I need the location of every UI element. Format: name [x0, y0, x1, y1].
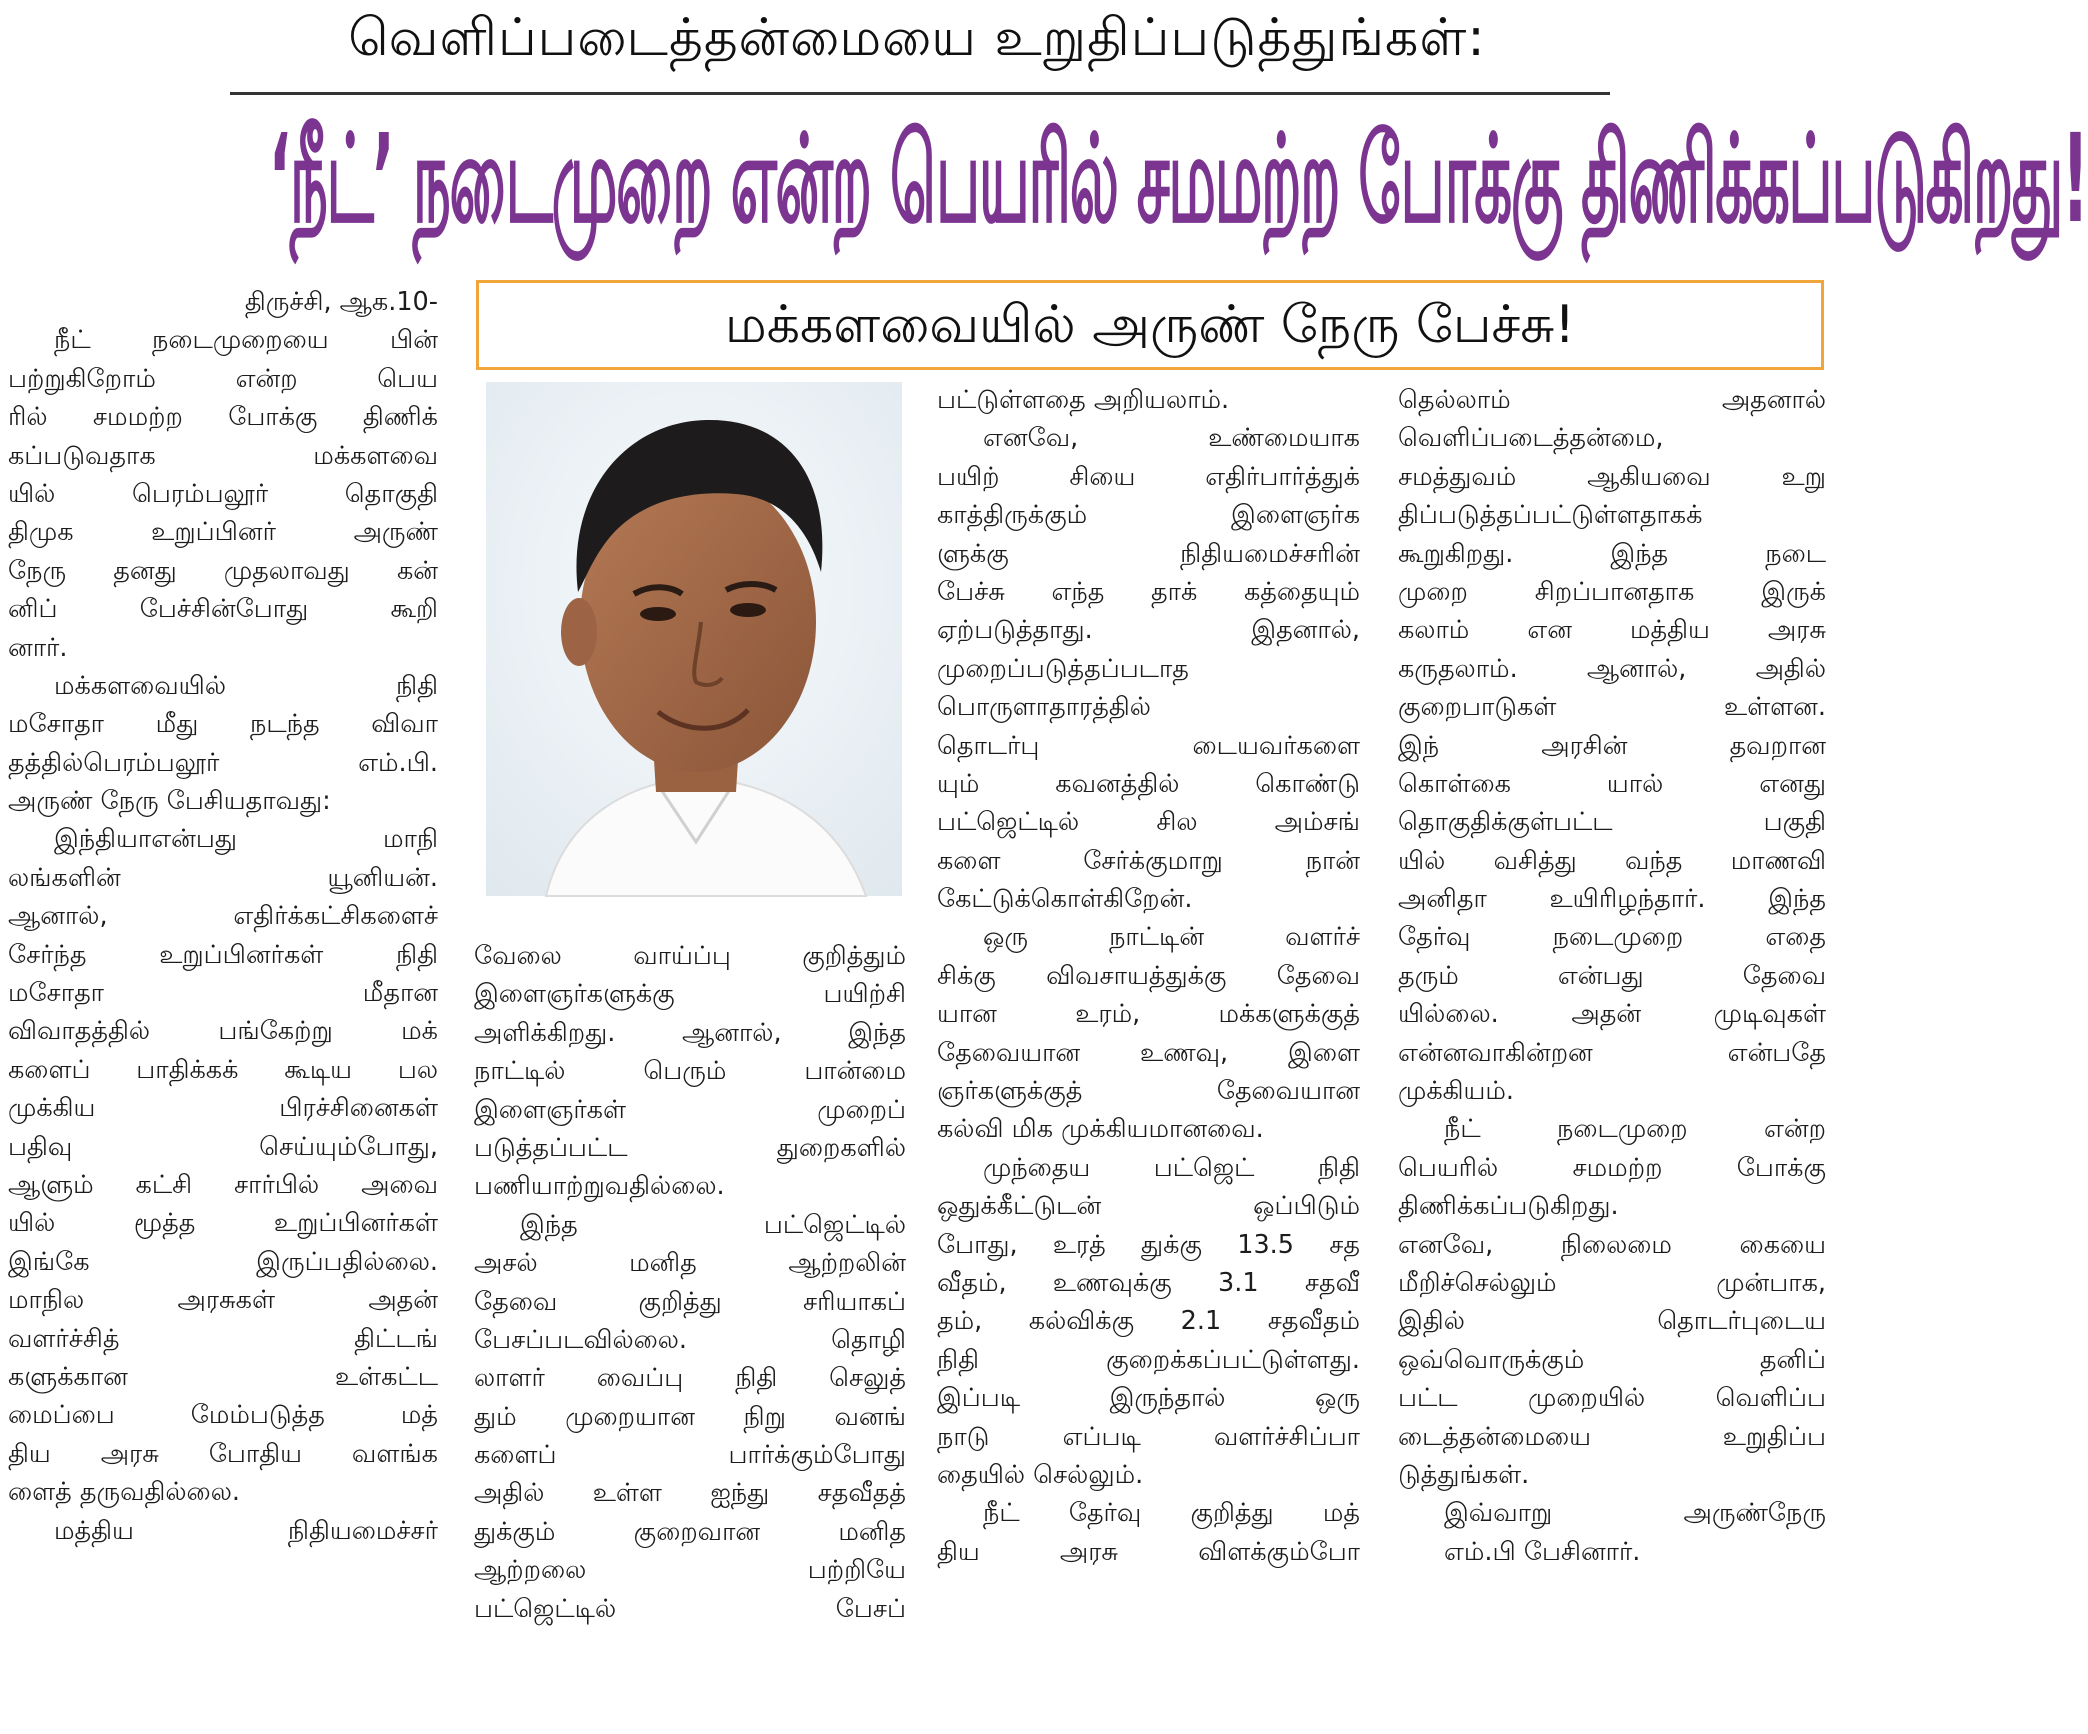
text-line: ளைத் தருவதில்லை. — [8, 1477, 240, 1508]
text-line: திப்படுத்தப்பட்டுள்ளதாகக் — [1398, 500, 1703, 531]
main-headline: ‘நீட்’ நடைமுறை என்ற பெயரில் சமமற்ற போக்கு திணிக்கப்படுகிறது! — [268, 108, 2088, 251]
text-line: குறைபாடுகள் உள்ளன. — [1398, 692, 1826, 723]
text-line: கல்வி மிக முக்கியமானவை. — [937, 1114, 1264, 1145]
text-line: இதில் தொடர்புடைய — [1398, 1306, 1826, 1337]
text-line: களைப் பாதிக்கக் கூடிய பல — [8, 1054, 438, 1085]
text-line: நீட் நடைமுறை என்ற — [1444, 1114, 1826, 1145]
text-line: நாட்டில் பெரும் பான்மை — [474, 1056, 906, 1087]
kicker-headline: வெளிப்படைத்தன்மையை உறுதிப்படுத்துங்கள்: — [348, 8, 1486, 68]
text-line: ரில் சமமற்ற போக்கு திணிக் — [8, 402, 438, 433]
text-line: ஆற்றலை பற்றியே — [474, 1555, 906, 1586]
text-line: பட்ட முறையில் வெளிப்ப — [1398, 1383, 1826, 1414]
text-line: வேலை வாய்ப்பு குறித்தும் — [474, 941, 906, 971]
text-line: பெயரில் சமமற்ற போக்கு — [1398, 1152, 1826, 1183]
text-line: திய அரசு விளக்கும்போ — [937, 1536, 1360, 1567]
text-line: விவாதத்தில் பங்கேற்று மக் — [8, 1016, 438, 1047]
text-line: ஒரு நாட்டின் வளர்ச் — [983, 922, 1360, 953]
text-line: ஒவ்வொருக்கும் தனிப் — [1398, 1344, 1826, 1375]
article-column-1 — [8, 283, 438, 1550]
article-column-2 — [474, 937, 906, 1628]
text-line: னிப் பேச்சின்போது கூறி — [8, 594, 438, 625]
text-line: முந்தைய பட்ஜெட் நிதி — [983, 1152, 1360, 1183]
text-line: பதிவு செய்யும்போது, — [8, 1131, 438, 1162]
text-line: எம்.பி பேசினார். — [1444, 1536, 1641, 1567]
text-line: யில் வசித்து வந்த மாணவி — [1398, 845, 1826, 876]
speaker-photo — [486, 382, 902, 896]
text-line: பேசப்படவில்லை. தொழி — [474, 1324, 906, 1355]
text-line: டைத்தன்மையை உறுதிப்ப — [1398, 1421, 1826, 1452]
text-line: இளைஞர்கள் முறைப் — [474, 1094, 906, 1125]
text-line: மத்திய நிதியமைச்சர் — [54, 1515, 438, 1546]
text-line: லாளர் வைப்பு நிதி செலுத் — [474, 1363, 906, 1394]
text-line: நாடு எப்படி வளர்ச்சிப்பா — [937, 1421, 1360, 1452]
text-line: மீறிச்செல்லும் முன்பாக, — [1398, 1267, 1826, 1298]
text-line: பயிற் சியை எதிர்பார்த்துக் — [937, 461, 1360, 492]
text-line: காத்திருக்கும் இளைஞர்க — [937, 500, 1360, 531]
text-line: ஆனால், எதிர்க்கட்சிகளைச் — [8, 901, 438, 932]
text-line: தொகுதிக்குள்பட்ட பகுதி — [1398, 807, 1826, 838]
text-line: பேச்சு எந்த தாக் கத்தையும் — [937, 576, 1360, 607]
text-line: அதில் உள்ள ஐந்து சதவீதத் — [474, 1478, 906, 1509]
text-line: இவ்வாறு அருண்நேரு — [1444, 1498, 1826, 1529]
text-line: படுத்தப்பட்ட துறைகளில் — [474, 1132, 906, 1163]
text-line: பட்டுள்ளதை அறியலாம். — [937, 385, 1230, 415]
text-line: யான உரம், மக்களுக்குத் — [937, 999, 1360, 1030]
text-line: நிதி குறைக்கப்பட்டுள்ளது. — [937, 1344, 1360, 1375]
text-line: மைப்பை மேம்படுத்த மத் — [8, 1400, 438, 1431]
text-line: என்னவாகின்றன என்பதே — [1398, 1037, 1826, 1068]
text-line: கொள்கை யால் எனது — [1398, 768, 1826, 799]
text-line: யில்லை. அதன் முடிவுகள் — [1398, 999, 1826, 1030]
text-line: எனவே, நிலைமை கையை — [1398, 1229, 1826, 1260]
text-line: தொடர்பு டையவர்களை — [937, 730, 1360, 761]
speaker-portrait-illustration — [486, 382, 902, 896]
text-line: பற்றுகிறோம் என்ற பெய — [8, 363, 438, 394]
text-line: நேரு தனது முதலாவது கன் — [8, 555, 438, 586]
text-line: ஏற்படுத்தாது. இதனால், — [937, 615, 1360, 646]
text-line: தெல்லாம் அதனால் — [1398, 385, 1826, 415]
text-line: துக்கும் குறைவான மனித — [474, 1516, 906, 1547]
text-line: ஒதுக்கீட்டுடன் ஒப்பிடும் — [937, 1191, 1360, 1222]
text-line: நீட் தேர்வு குறித்து மத் — [983, 1498, 1360, 1529]
text-line: திணிக்கப்படுகிறது. — [1398, 1191, 1619, 1222]
text-line: தரும் என்பது தேவை — [1398, 960, 1826, 991]
text-line: னார். — [8, 632, 68, 663]
dateline: திருச்சி, ஆக.10- — [244, 287, 438, 317]
article-column-4 — [1398, 381, 1826, 1571]
text-line: சேர்ந்த உறுப்பினர்கள் நிதி — [8, 939, 438, 970]
text-line: அசல் மனித ஆற்றலின் — [474, 1248, 906, 1279]
subhead-box — [476, 280, 1824, 370]
text-line: இந்த பட்ஜெட்டில் — [520, 1209, 906, 1240]
text-line: யில் மூத்த உறுப்பினர்கள் — [8, 1208, 438, 1239]
text-line: மசோதா மீது நடந்த விவா — [8, 709, 438, 740]
text-line: இந்தியாஎன்பது மாநி — [54, 824, 438, 855]
text-line: முறைப்படுத்தப்படாத — [937, 653, 1189, 684]
text-line: இங்கே இருப்பதில்லை. — [8, 1246, 438, 1277]
kicker-divider — [230, 92, 1610, 95]
text-line: முறை சிறப்பானதாக இருக் — [1398, 576, 1826, 607]
text-line: எனவே, உண்மையாக — [983, 423, 1360, 454]
text-line: நீட் நடைமுறையை பின் — [54, 325, 438, 356]
text-line: தத்தில்பெரம்பலூர் எம்.பி. — [8, 747, 438, 778]
text-line: தையில் செல்லும். — [937, 1459, 1144, 1490]
text-line: ஞர்களுக்குத் தேவையான — [937, 1076, 1360, 1107]
text-line: களுக்கான உள்கட்ட — [8, 1361, 438, 1392]
text-line: அளிக்கிறது. ஆனால், இந்த — [474, 1017, 906, 1048]
text-line: அருண் நேரு பேசியதாவது: — [8, 786, 331, 817]
text-line: யும் கவனத்தில் கொண்டு — [937, 768, 1360, 799]
text-line: லங்களின் யூனியன். — [8, 862, 438, 893]
text-line: பொருளாதாரத்தில் — [937, 692, 1151, 723]
text-line: சிக்கு விவசாயத்துக்கு தேவை — [937, 960, 1360, 991]
text-line: தும் முறையான நிறு வனங் — [474, 1401, 906, 1432]
text-line: அனிதா உயிரிழந்தார். இந்த — [1398, 884, 1826, 915]
text-line: கலாம் என மத்திய அரசு — [1398, 615, 1826, 646]
text-line: சமத்துவம் ஆகியவை உறு — [1398, 461, 1826, 492]
text-line: இளைஞர்களுக்கு பயிற்சி — [474, 979, 906, 1010]
subhead: மக்களவையில் அருண் நேரு பேச்சு! — [724, 295, 1576, 355]
text-line: வீதம், உணவுக்கு 3.1 சதவீ — [937, 1267, 1360, 1298]
text-line: கூறுகிறது. இந்த நடை — [1398, 538, 1826, 569]
text-line: திமுக உறுப்பினர் அருண் — [8, 517, 438, 548]
text-line: மசோதா மீதான — [8, 978, 438, 1009]
text-line: பணியாற்றுவதில்லை. — [474, 1171, 725, 1202]
text-line: மாநில அரசுகள் அதன் — [8, 1285, 438, 1316]
text-line: தேவையான உணவு, இளை — [937, 1037, 1360, 1068]
text-line: வெளிப்படைத்தன்மை, — [1398, 423, 1664, 454]
text-line: போது, உரத் துக்கு 13.5 சத — [937, 1229, 1360, 1260]
text-line: கேட்டுக்கொள்கிறேன். — [937, 884, 1193, 915]
text-line: பட்ஜெட்டில் சில அம்சங் — [937, 807, 1360, 838]
text-line: ளுக்கு நிதியமைச்சரின் — [937, 538, 1360, 569]
text-line: திய அரசு போதிய வளங்க — [8, 1438, 438, 1469]
text-line: டுத்துங்கள். — [1398, 1459, 1530, 1490]
text-line: ஆளும் கட்சி சார்பில் அவை — [8, 1169, 438, 1200]
text-line: முக்கிய பிரச்சினைகள் — [8, 1093, 438, 1124]
text-line: பட்ஜெட்டில் பேசப் — [474, 1593, 906, 1624]
text-line: களைப் பார்க்கும்போது — [474, 1440, 906, 1471]
text-line: களை சேர்க்குமாறு நான் — [937, 845, 1360, 876]
text-line: தேர்வு நடைமுறை எதை — [1398, 922, 1826, 953]
text-line: முக்கியம். — [1398, 1076, 1515, 1107]
text-line: இந் அரசின் தவறான — [1398, 730, 1826, 761]
text-line: தேவை குறித்து சரியாகப் — [474, 1286, 906, 1317]
text-line: கப்படுவதாக மக்களவை — [8, 440, 438, 471]
text-line: மக்களவையில் நிதி — [54, 670, 438, 701]
text-line: கருதலாம். ஆனால், அதில் — [1398, 653, 1826, 684]
article-column-3 — [937, 381, 1360, 1571]
text-line: யில் பெரம்பலூர் தொகுதி — [8, 478, 438, 509]
text-line: தம், கல்விக்கு 2.1 சதவீதம் — [937, 1306, 1360, 1337]
text-line: வளர்ச்சித் திட்டங் — [8, 1323, 438, 1354]
text-line: இப்படி இருந்தால் ஒரு — [937, 1383, 1360, 1414]
